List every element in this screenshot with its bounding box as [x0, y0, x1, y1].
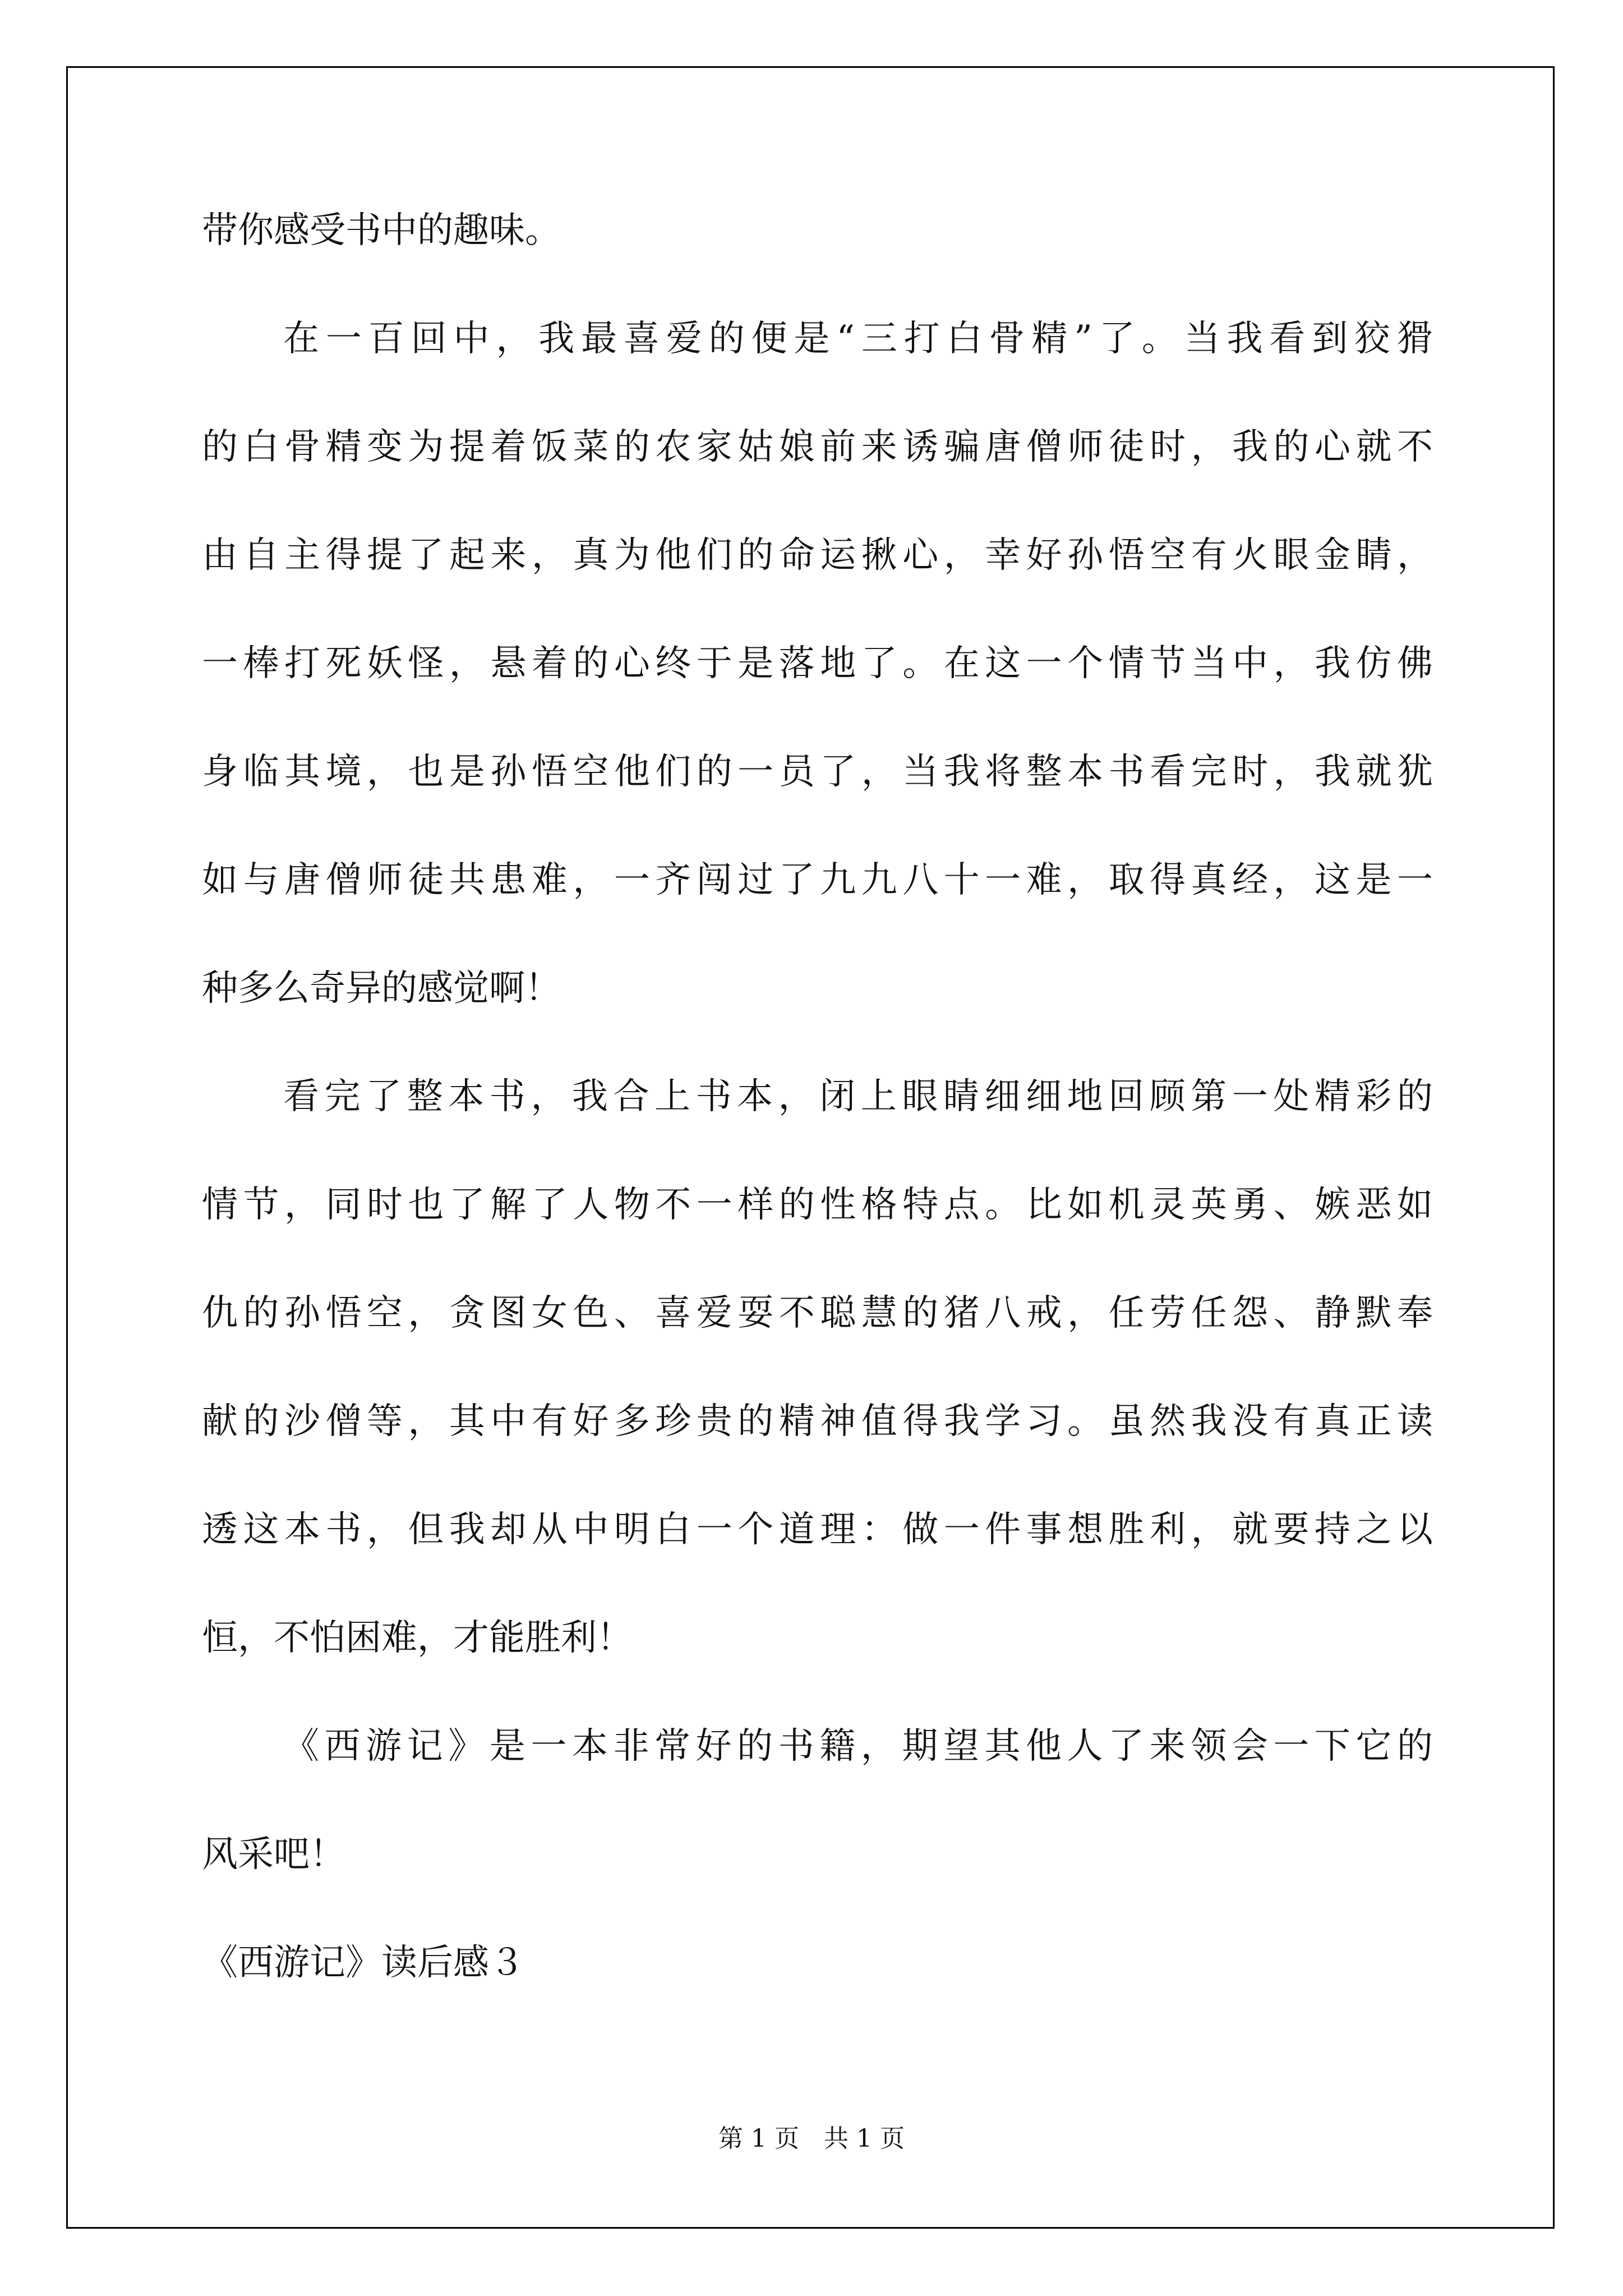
section-heading: 《西游记》读后感３: [202, 1942, 525, 1984]
text-line: 一棒打死妖怪，悬着的心终于是落地了。在这一个情节当中，我仿佛: [202, 643, 1433, 684]
text-line: 看完了整本书，我合上书本，闭上眼睛细细地回顾第一处精彩的: [283, 1076, 1433, 1117]
text-line: 由自主得提了起来，真为他们的命运揪心，幸好孙悟空有火眼金睛，: [202, 535, 1433, 576]
text-line: 风采吧！: [202, 1834, 345, 1875]
text-line: 献的沙僧等，其中有好多珍贵的精神值得我学习。虽然我没有真正读: [202, 1401, 1433, 1442]
text-line: 仇的孙悟空，贪图女色、喜爱耍不聪慧的猪八戒，任劳任怨、静默奉: [202, 1292, 1433, 1334]
text-line: 种多么奇异的感觉啊！: [202, 968, 561, 1009]
text-line: 的白骨精变为提着饭菜的农家姑娘前来诱骗唐僧师徒时，我的心就不: [202, 426, 1433, 468]
text-line: 带你感受书中的趣味。: [202, 210, 561, 251]
text-line: 如与唐僧师徒共患难，一齐闯过了九九八十一难，取得真经，这是一: [202, 859, 1433, 901]
text-line: 身临其境，也是孙悟空他们的一员了，当我将整本书看完时，我就犹: [202, 751, 1433, 793]
text-line: 透这本书，但我却从中明白一个道理：做一件事想胜利，就要持之以: [202, 1509, 1433, 1550]
text-line: 在一百回中，我最喜爱的便是“三打白骨精”了。当我看到狡猾: [283, 318, 1433, 360]
text-line: 恒，不怕困难，才能胜利！: [202, 1617, 633, 1659]
text-line: 《西游记》是一本非常好的书籍，期望其他人了来领会一下它的: [283, 1726, 1433, 1767]
text-line: 情节，同时也了解了人物不一样的性格特点。比如机灵英勇、嫉恶如: [202, 1184, 1433, 1226]
page-footer: 第 1 页 共 1 页: [718, 2124, 905, 2153]
page-frame: [66, 66, 1555, 2229]
